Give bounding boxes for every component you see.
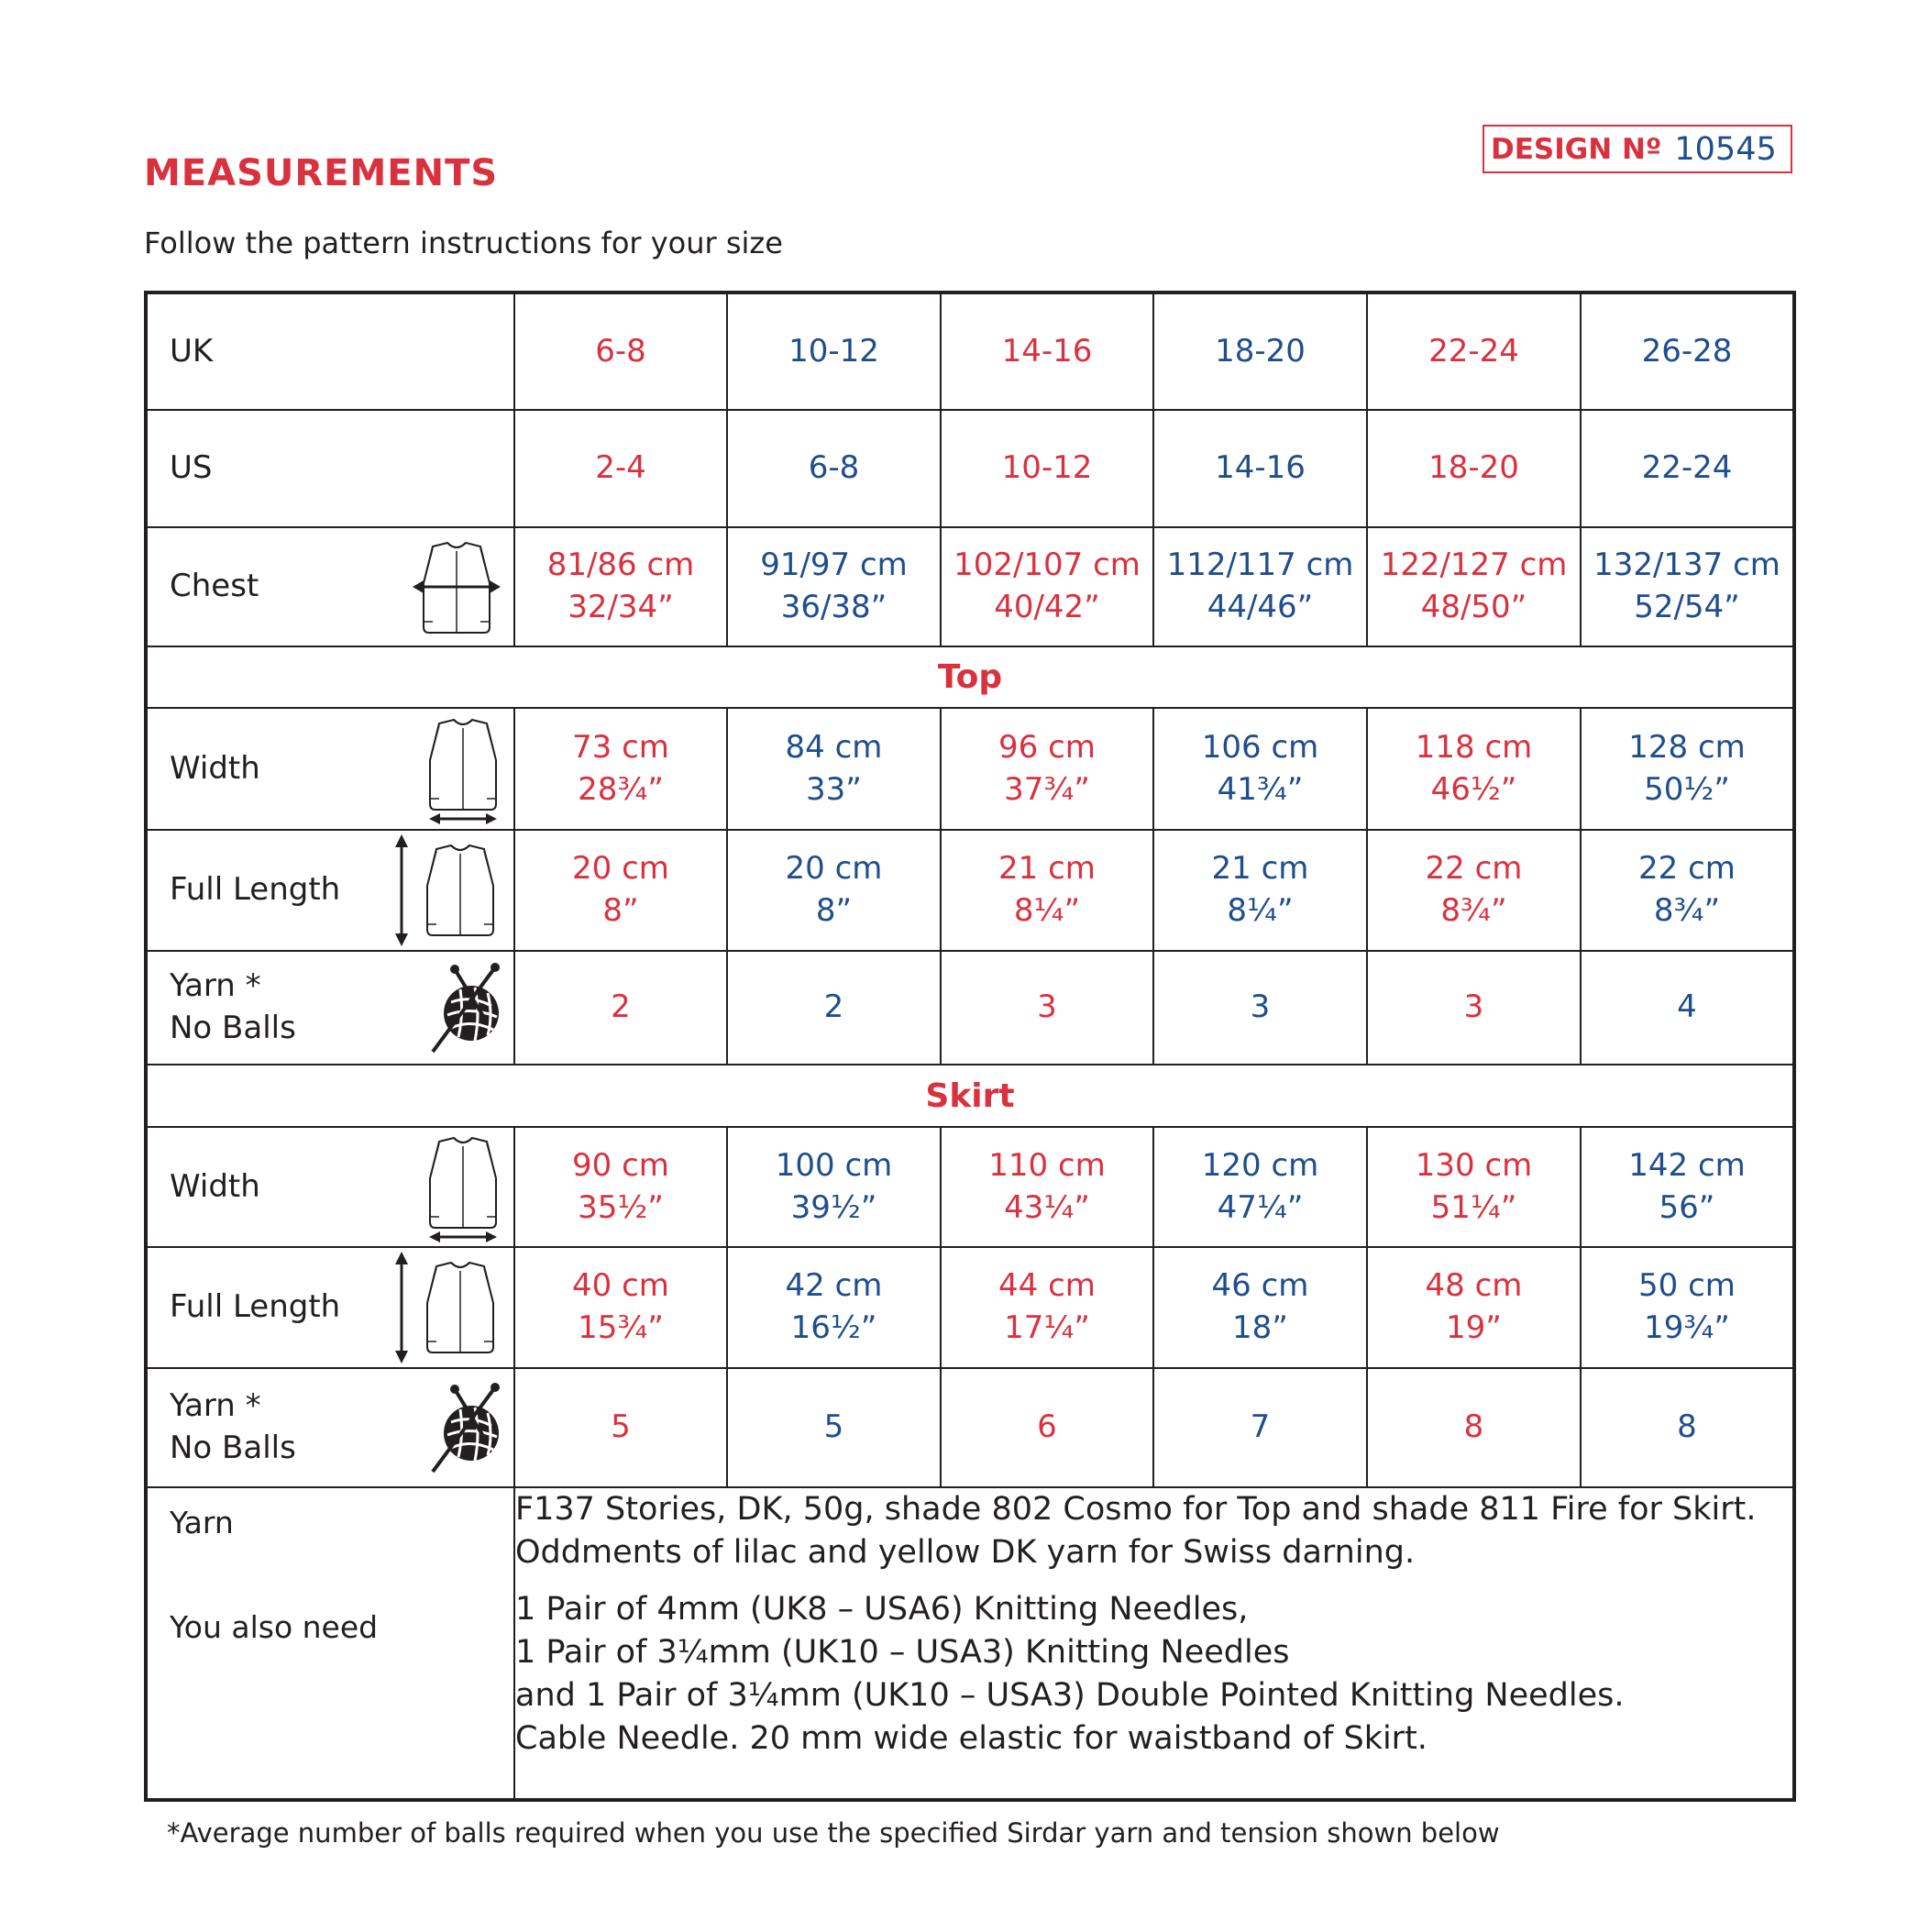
chest-value: 132/137 cm 52/54” [1581, 527, 1794, 646]
balls-value: 7 [1153, 1368, 1367, 1487]
measurements-table [144, 291, 1796, 1802]
length-value: 20 cm 8” [727, 830, 941, 951]
length-value: 22 cm 8¾” [1581, 830, 1794, 951]
balls-value: 2 [727, 951, 941, 1065]
row-label: Width [170, 1167, 260, 1205]
balls-value: 3 [941, 951, 1153, 1065]
width-label-cell [146, 708, 514, 830]
skirt-balls-row [146, 1368, 1794, 1487]
us-size: 18-20 [1367, 410, 1581, 527]
us-size-row [146, 410, 1794, 527]
length-label-cell [146, 830, 514, 951]
section-title-top: Top [146, 646, 1794, 708]
width-value: 120 cm 47¼” [1153, 1127, 1367, 1247]
balls-value: 3 [1367, 951, 1581, 1065]
balls-value: 3 [1153, 951, 1367, 1065]
width-value: 130 cm 51¼” [1367, 1127, 1581, 1247]
uk-size: 10-12 [727, 293, 941, 410]
chest-value: 112/117 cm 44/46” [1153, 527, 1367, 646]
width-value: 142 cm 56” [1581, 1127, 1794, 1247]
section-header-row [146, 1065, 1794, 1127]
length-label-cell [146, 1247, 514, 1368]
skirt-length-row [146, 1247, 1794, 1368]
chest-value: 122/127 cm 48/50” [1367, 527, 1581, 646]
section-header-row [146, 646, 1794, 708]
chest-value: 81/86 cm 32/34” [514, 527, 727, 646]
chest-value: 102/107 cm 40/42” [941, 527, 1153, 646]
chest-value: 91/97 cm 36/38” [727, 527, 941, 646]
design-number-box [1483, 125, 1792, 173]
balls-label-cell [146, 951, 514, 1065]
balls-label-cell [146, 1368, 514, 1487]
yarn-line: Oddments of lilac and yellow DK yarn for Swiss darning. [515, 1534, 1416, 1572]
need-line: Cable Needle. 20 mm wide elastic for waistband of Skirt. [515, 1720, 1427, 1758]
uk-size: 14-16 [941, 293, 1153, 410]
width-value: 110 cm 43¼” [941, 1127, 1153, 1247]
length-value: 46 cm 18” [1153, 1247, 1367, 1368]
width-value: 90 cm 35½” [514, 1127, 727, 1247]
subtitle: Follow the pattern instructions for your size [144, 226, 783, 260]
top-balls-row [146, 951, 1794, 1065]
row-label: UK [170, 332, 214, 370]
row-label: US [170, 449, 213, 487]
yarn-line: F137 Stories, DK, 50g, shade 802 Cosmo for Top and shade 811 Fire for Skirt. [515, 1491, 1757, 1528]
chest-row [146, 527, 1794, 646]
garment-width-icon [422, 712, 504, 826]
design-label: DESIGN Nº [1491, 132, 1662, 166]
width-value: 106 cm 41¾” [1153, 708, 1367, 830]
width-label-cell [146, 1127, 514, 1247]
width-value: 96 cm 37¾” [941, 708, 1153, 830]
width-value: 84 cm 33” [727, 708, 941, 830]
top-width-row [146, 708, 1794, 830]
row-label: Chest [170, 568, 259, 605]
length-value: 50 cm 19¾” [1581, 1247, 1794, 1368]
garment-length-icon [391, 833, 504, 948]
garment-chest-icon [409, 530, 504, 644]
us-size: 6-8 [727, 410, 941, 527]
section-title-skirt: Skirt [146, 1065, 1794, 1127]
length-value: 42 cm 16½” [727, 1247, 941, 1368]
balls-value: 5 [514, 1368, 727, 1487]
also-need-label: You also need [170, 1609, 379, 1645]
us-size: 10-12 [941, 410, 1153, 527]
footnote: *Average number of balls required when you use the specified Sirdar yarn and tension shown below [167, 1817, 1500, 1849]
us-size: 22-24 [1581, 410, 1794, 527]
yarn-ball-icon [427, 1380, 504, 1475]
length-value: 21 cm 8¼” [1153, 830, 1367, 951]
uk-size: 22-24 [1367, 293, 1581, 410]
top-length-row [146, 830, 1794, 951]
uk-label-cell [146, 293, 514, 410]
balls-value: 6 [941, 1368, 1153, 1487]
row-label: Full Length [170, 1288, 341, 1326]
balls-value: 5 [727, 1368, 941, 1487]
page-title: MEASUREMENTS [144, 152, 499, 194]
length-value: 22 cm 8¾” [1367, 830, 1581, 951]
need-line: 1 Pair of 4mm (UK8 – USA6) Knitting Needles, [515, 1590, 1249, 1628]
length-value: 48 cm 19” [1367, 1247, 1581, 1368]
length-value: 21 cm 8¼” [941, 830, 1153, 951]
row-label: Full Length [170, 871, 341, 909]
row-label: Width [170, 749, 260, 787]
width-value: 118 cm 46½” [1367, 708, 1581, 830]
length-value: 40 cm 15¾” [514, 1247, 727, 1368]
length-value: 44 cm 17¼” [941, 1247, 1153, 1368]
garment-width-icon [422, 1131, 504, 1244]
need-line: 1 Pair of 3¼mm (UK10 – USA3) Knitting Needles [515, 1633, 1290, 1671]
us-label-cell [146, 410, 514, 527]
us-size: 14-16 [1153, 410, 1367, 527]
uk-size: 18-20 [1153, 293, 1367, 410]
balls-value: 8 [1581, 1368, 1794, 1487]
yarn-label: Yarn [170, 1505, 234, 1540]
us-size: 2-4 [514, 410, 727, 527]
skirt-width-row [146, 1127, 1794, 1247]
garment-length-icon [391, 1250, 504, 1365]
uk-size-row [146, 293, 1794, 410]
materials-label-cell [146, 1487, 514, 1800]
uk-size: 6-8 [514, 293, 727, 410]
width-value: 100 cm 39½” [727, 1127, 941, 1247]
balls-value: 2 [514, 951, 727, 1065]
yarn-ball-icon [427, 960, 504, 1055]
uk-size: 26-28 [1581, 293, 1794, 410]
width-value: 73 cm 28¾” [514, 708, 727, 830]
need-line: and 1 Pair of 3¼mm (UK10 – USA3) Double Pointed Knitting Needles. [515, 1677, 1625, 1714]
length-value: 20 cm 8” [514, 830, 727, 951]
balls-value: 4 [1581, 951, 1794, 1065]
row-label: Yarn * No Balls [170, 1387, 296, 1466]
row-label: Yarn * No Balls [170, 967, 296, 1046]
materials-row [146, 1487, 1794, 1800]
design-number: 10545 [1674, 130, 1777, 168]
materials-text [514, 1487, 1794, 1800]
balls-value: 8 [1367, 1368, 1581, 1487]
chest-label-cell [146, 527, 514, 646]
width-value: 128 cm 50½” [1581, 708, 1794, 830]
